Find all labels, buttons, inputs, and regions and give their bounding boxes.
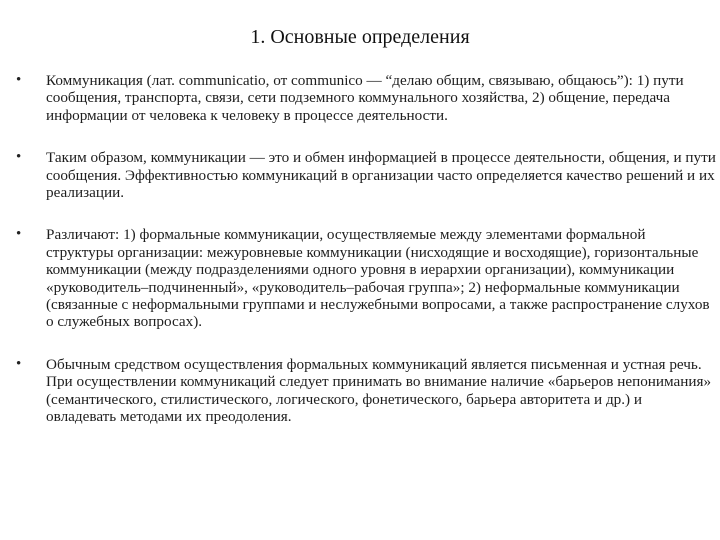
bullet-text: Коммуникация (лат. communicatio, от communico — “делаю общим, связываю, общаюсь”): 1) пути сообщения, транспорта, связи, сети подземного коммунального хозяйства, 2) общение, передача информации от человека к человеку в процессе деятельности. [46,72,684,124]
bullet-text: Обычным средством осуществления формальных коммуникаций является письменная и устная речь. При осуществлении коммуникаций следует принимать во внимание наличие «барьеров непонимания» (семантического, стилистического, логического, фонетического, барьера авторитета и др.) и овладевать методами их преодоления. [46,355,712,426]
bullet-text: Различают: 1) формальные коммуникации, осуществляемые между элементами формальной структуры организации: межуровневые коммуникации (нисходящие и восходящие), горизонтальные коммуникации (между подразделениями одного уровня в иерархии организации), коммуникации «руководитель–подчиненный», «руководитель–рабочая группа»; 2) неформальные коммуникации (связанные с неформальными группами и неслужебными вопросами, а также распространение слухов о служебных вопросах). [46,226,710,331]
bullet-item-communication-summary [0,149,720,201]
slide-title: 1. Основные определения [250,26,470,48]
bullet-list [0,72,720,451]
bullet-item-communication-definition [0,72,720,124]
bullet-icon: • [16,226,22,243]
bullet-icon: • [16,355,22,372]
bullet-icon: • [16,149,22,166]
bullet-icon: • [16,72,22,88]
bullet-item-communication-types [0,226,720,330]
bullet-item-communication-barriers [0,356,720,426]
bullet-text: Таким образом, коммуникации — это и обмен информацией в процессе деятельности, общения, и пути сообщения. Эффективностью коммуникаций в организации часто определяется качество решений и их реализации. [46,149,716,202]
